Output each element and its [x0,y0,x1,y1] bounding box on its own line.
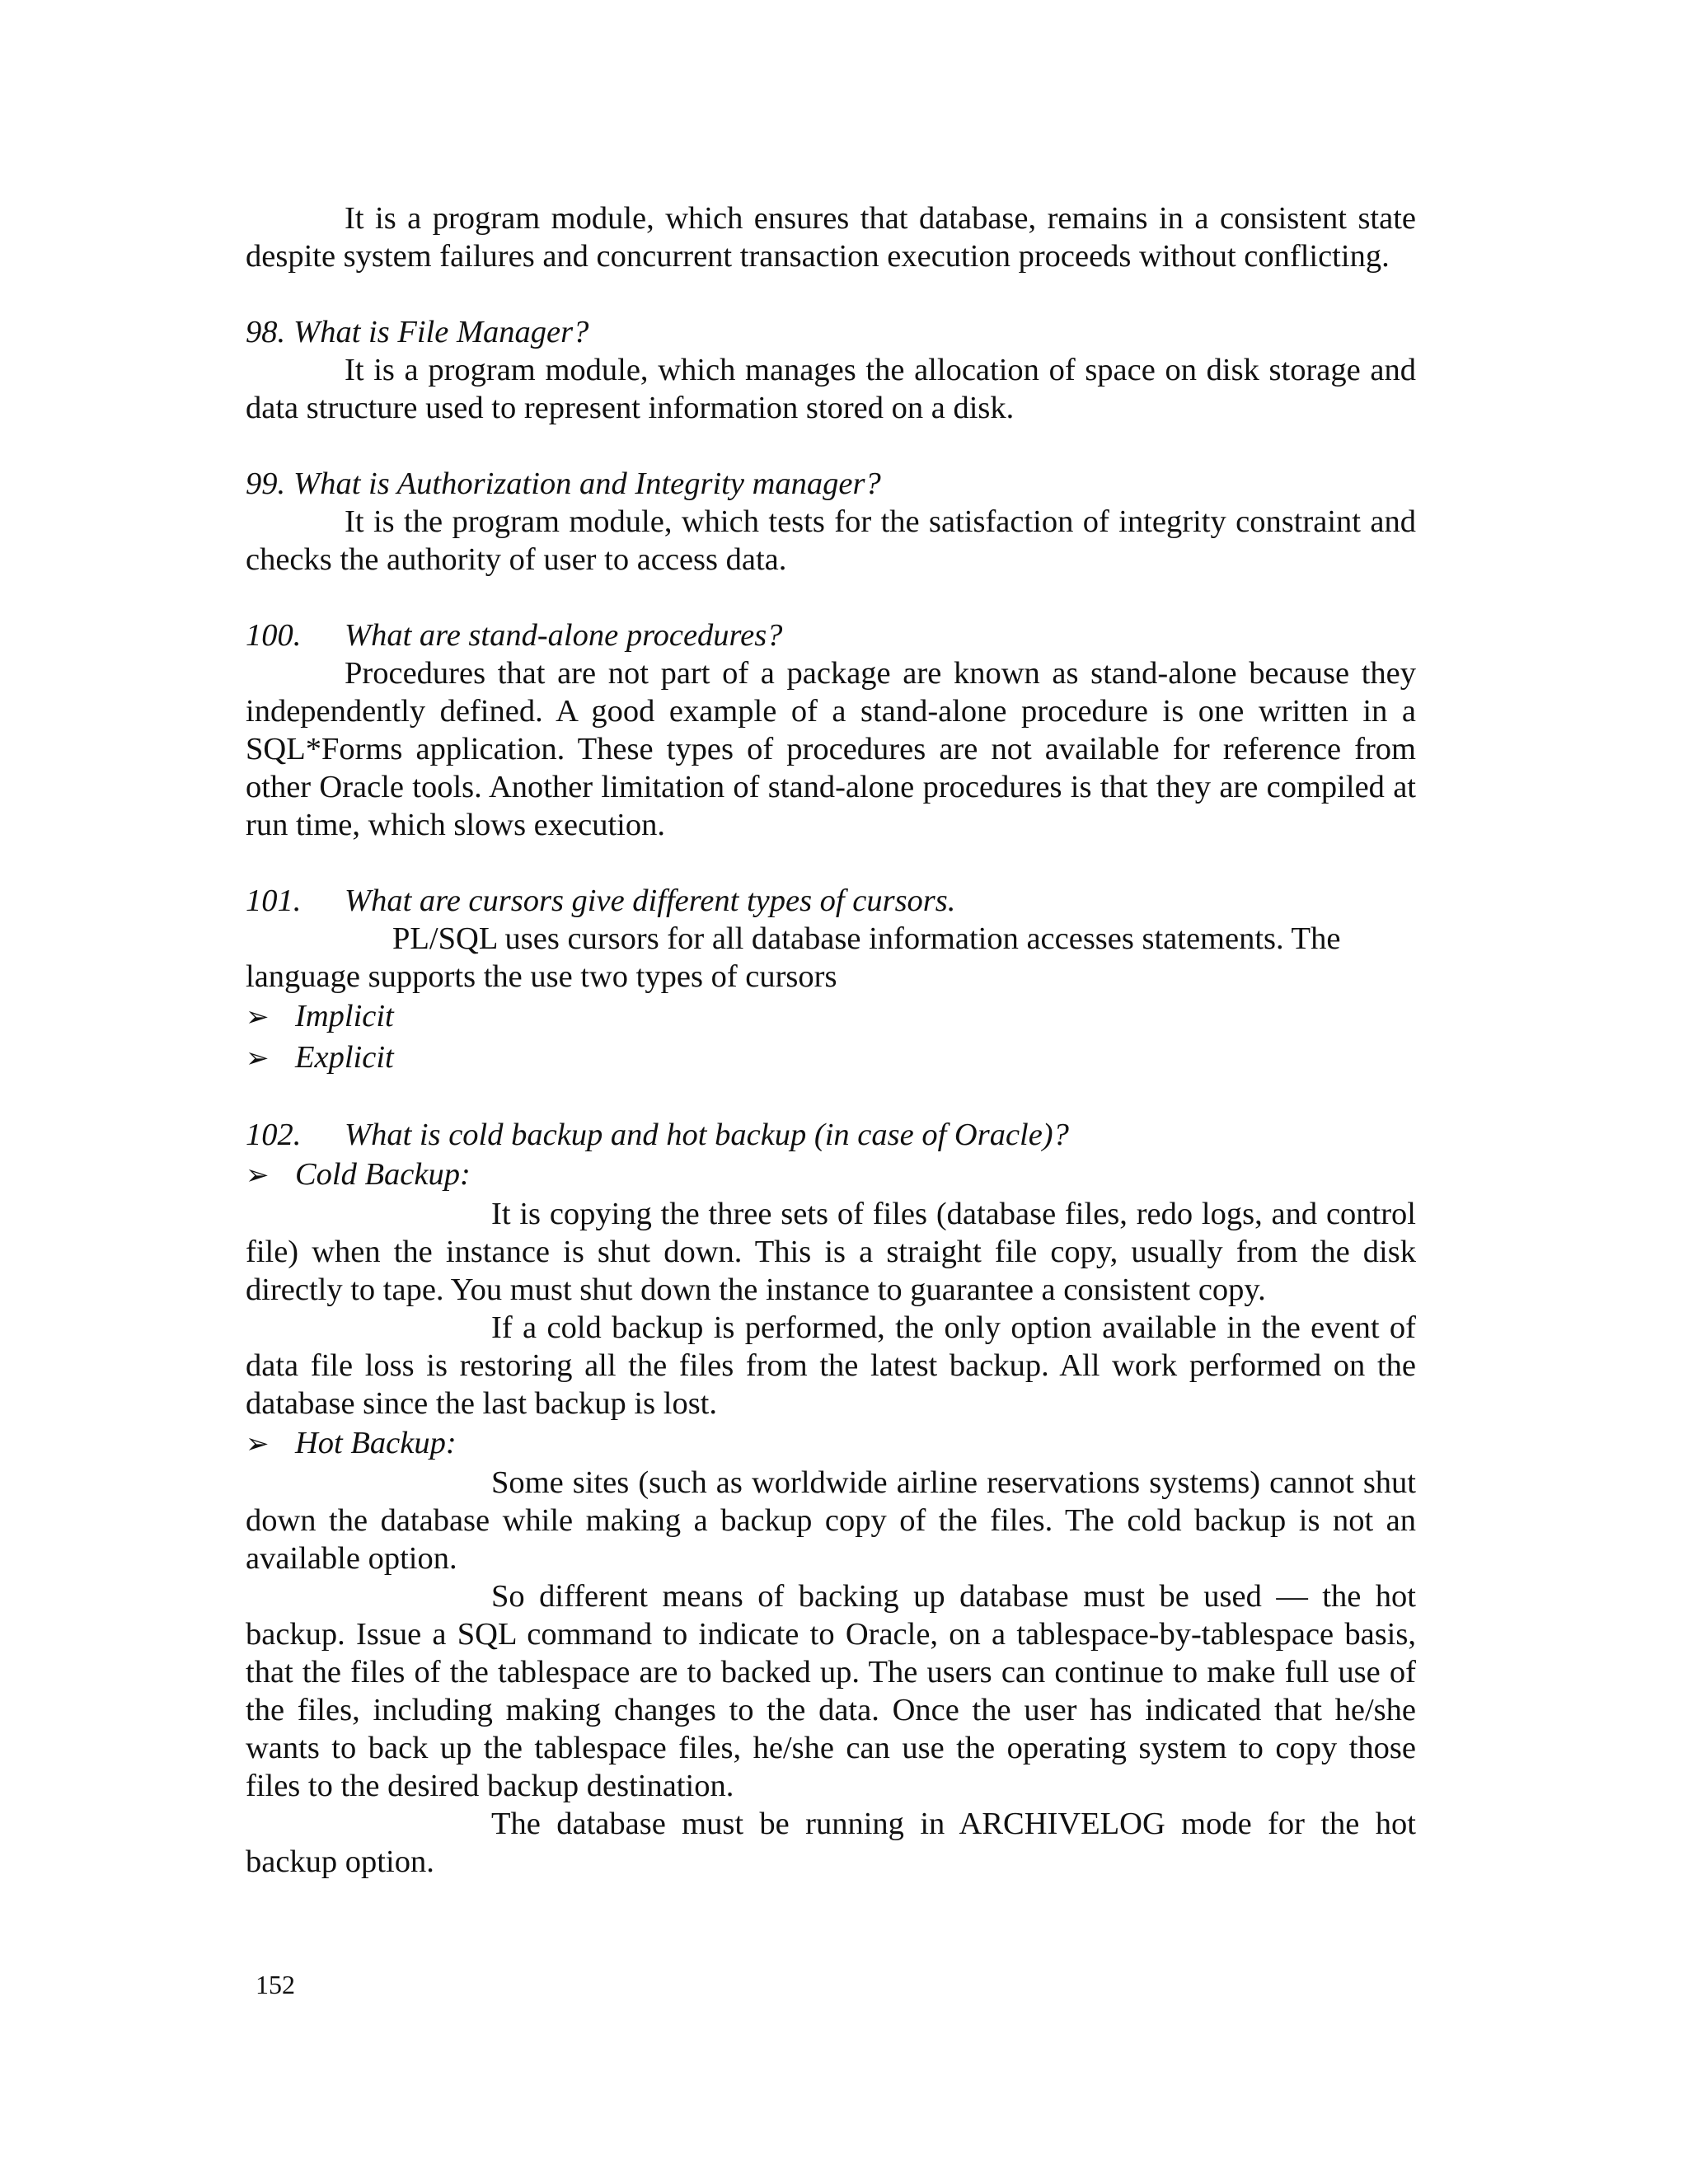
arrow-bullet-icon: ➢ [246,1043,270,1074]
question-text: What is File Manager? [293,315,589,349]
list-item-text: Implicit [295,999,394,1033]
question-number: 100. [246,618,302,653]
answer-98: It is a program module, which manages the allocation of space on disk storage and data structure used to represent information stored on a disk. [246,353,1416,425]
answer-100: Procedures that are not part of a package are known as stand-alone because they independently defined. A good example of a stand-alone procedure is one written in a SQL*Forms application. These types of procedures are not available for reference from other Oracle tools. Another limitation of stand-alone procedures is that they are compiled at run time, which slows execution. [246,656,1416,842]
cold-backup-paragraph-2: If a cold backup is performed, the only option available in the event of data file loss is restoring all the files from the latest backup. All work performed on the database since the last backup is lost. [246,1310,1416,1421]
list-item [246,996,1416,1037]
page-content [246,199,1416,1881]
question-99 [246,465,1416,503]
arrow-bullet-icon: ➢ [246,1160,270,1191]
question-text: What is Authorization and Integrity manager? [293,466,881,501]
page-number: 152 [256,1970,295,1999]
cold-backup-paragraph-1: It is copying the three sets of files (database files, redo logs, and control file) when the instance is shut down. This is a straight file copy, usually from the disk directly to tape. You must shut down the instance to guarantee a consistent copy. [246,1197,1416,1307]
hot-backup-paragraph-3: The database must be running in ARCHIVELOG mode for the hot backup option. [246,1807,1416,1879]
arrow-bullet-icon: ➢ [246,1002,270,1033]
list-item-text: Cold Backup: [295,1157,471,1192]
question-text: What is cold backup and hot backup (in case of Oracle)? [345,1118,1069,1152]
question-101 [246,882,1416,920]
arrow-bullet-icon: ➢ [246,1429,270,1460]
question-98 [246,313,1416,351]
hot-backup-paragraph-1: Some sites (such as worldwide airline reservations systems) cannot shut down the database while making a backup copy of the files. The cold backup is not an available option. [246,1465,1416,1576]
hot-backup-paragraph-2: So different means of backing up database must be used — the hot backup. Issue a SQL command to indicate to Oracle, on a tablespace-by-tablespace basis, that the files of the tablespace are to backed up. The users can continue to make full use of the files, including making changes to the data. Once the user has indicated that he/she wants to back up the tablespace files, he/she can use the operating system to copy those files to the desired backup destination. [246,1579,1416,1803]
question-text: What are cursors give different types of cursors. [345,883,956,918]
question-100 [246,616,1416,654]
list-item [246,1154,1416,1195]
list-item-text: Explicit [295,1040,394,1075]
list-item [246,1037,1416,1078]
question-number: 102. [246,1118,302,1152]
answer-101: PL/SQL uses cursors for all database information accesses statements. The language supports the use two types of cursors [246,921,1341,994]
question-text: What are stand-alone procedures? [345,618,783,653]
intro-paragraph: It is a program module, which ensures that database, remains in a consistent state despite system failures and concurrent transaction execution proceeds without conflicting. [246,201,1416,274]
question-number: 101. [246,883,302,918]
answer-99: It is the program module, which tests for the satisfaction of integrity constraint and checks the authority of user to access data. [246,504,1416,577]
question-number: 98. [246,315,286,349]
question-102 [246,1116,1416,1154]
list-item [246,1422,1416,1464]
list-item-text: Hot Backup: [295,1426,457,1460]
question-number: 99. [246,466,286,501]
